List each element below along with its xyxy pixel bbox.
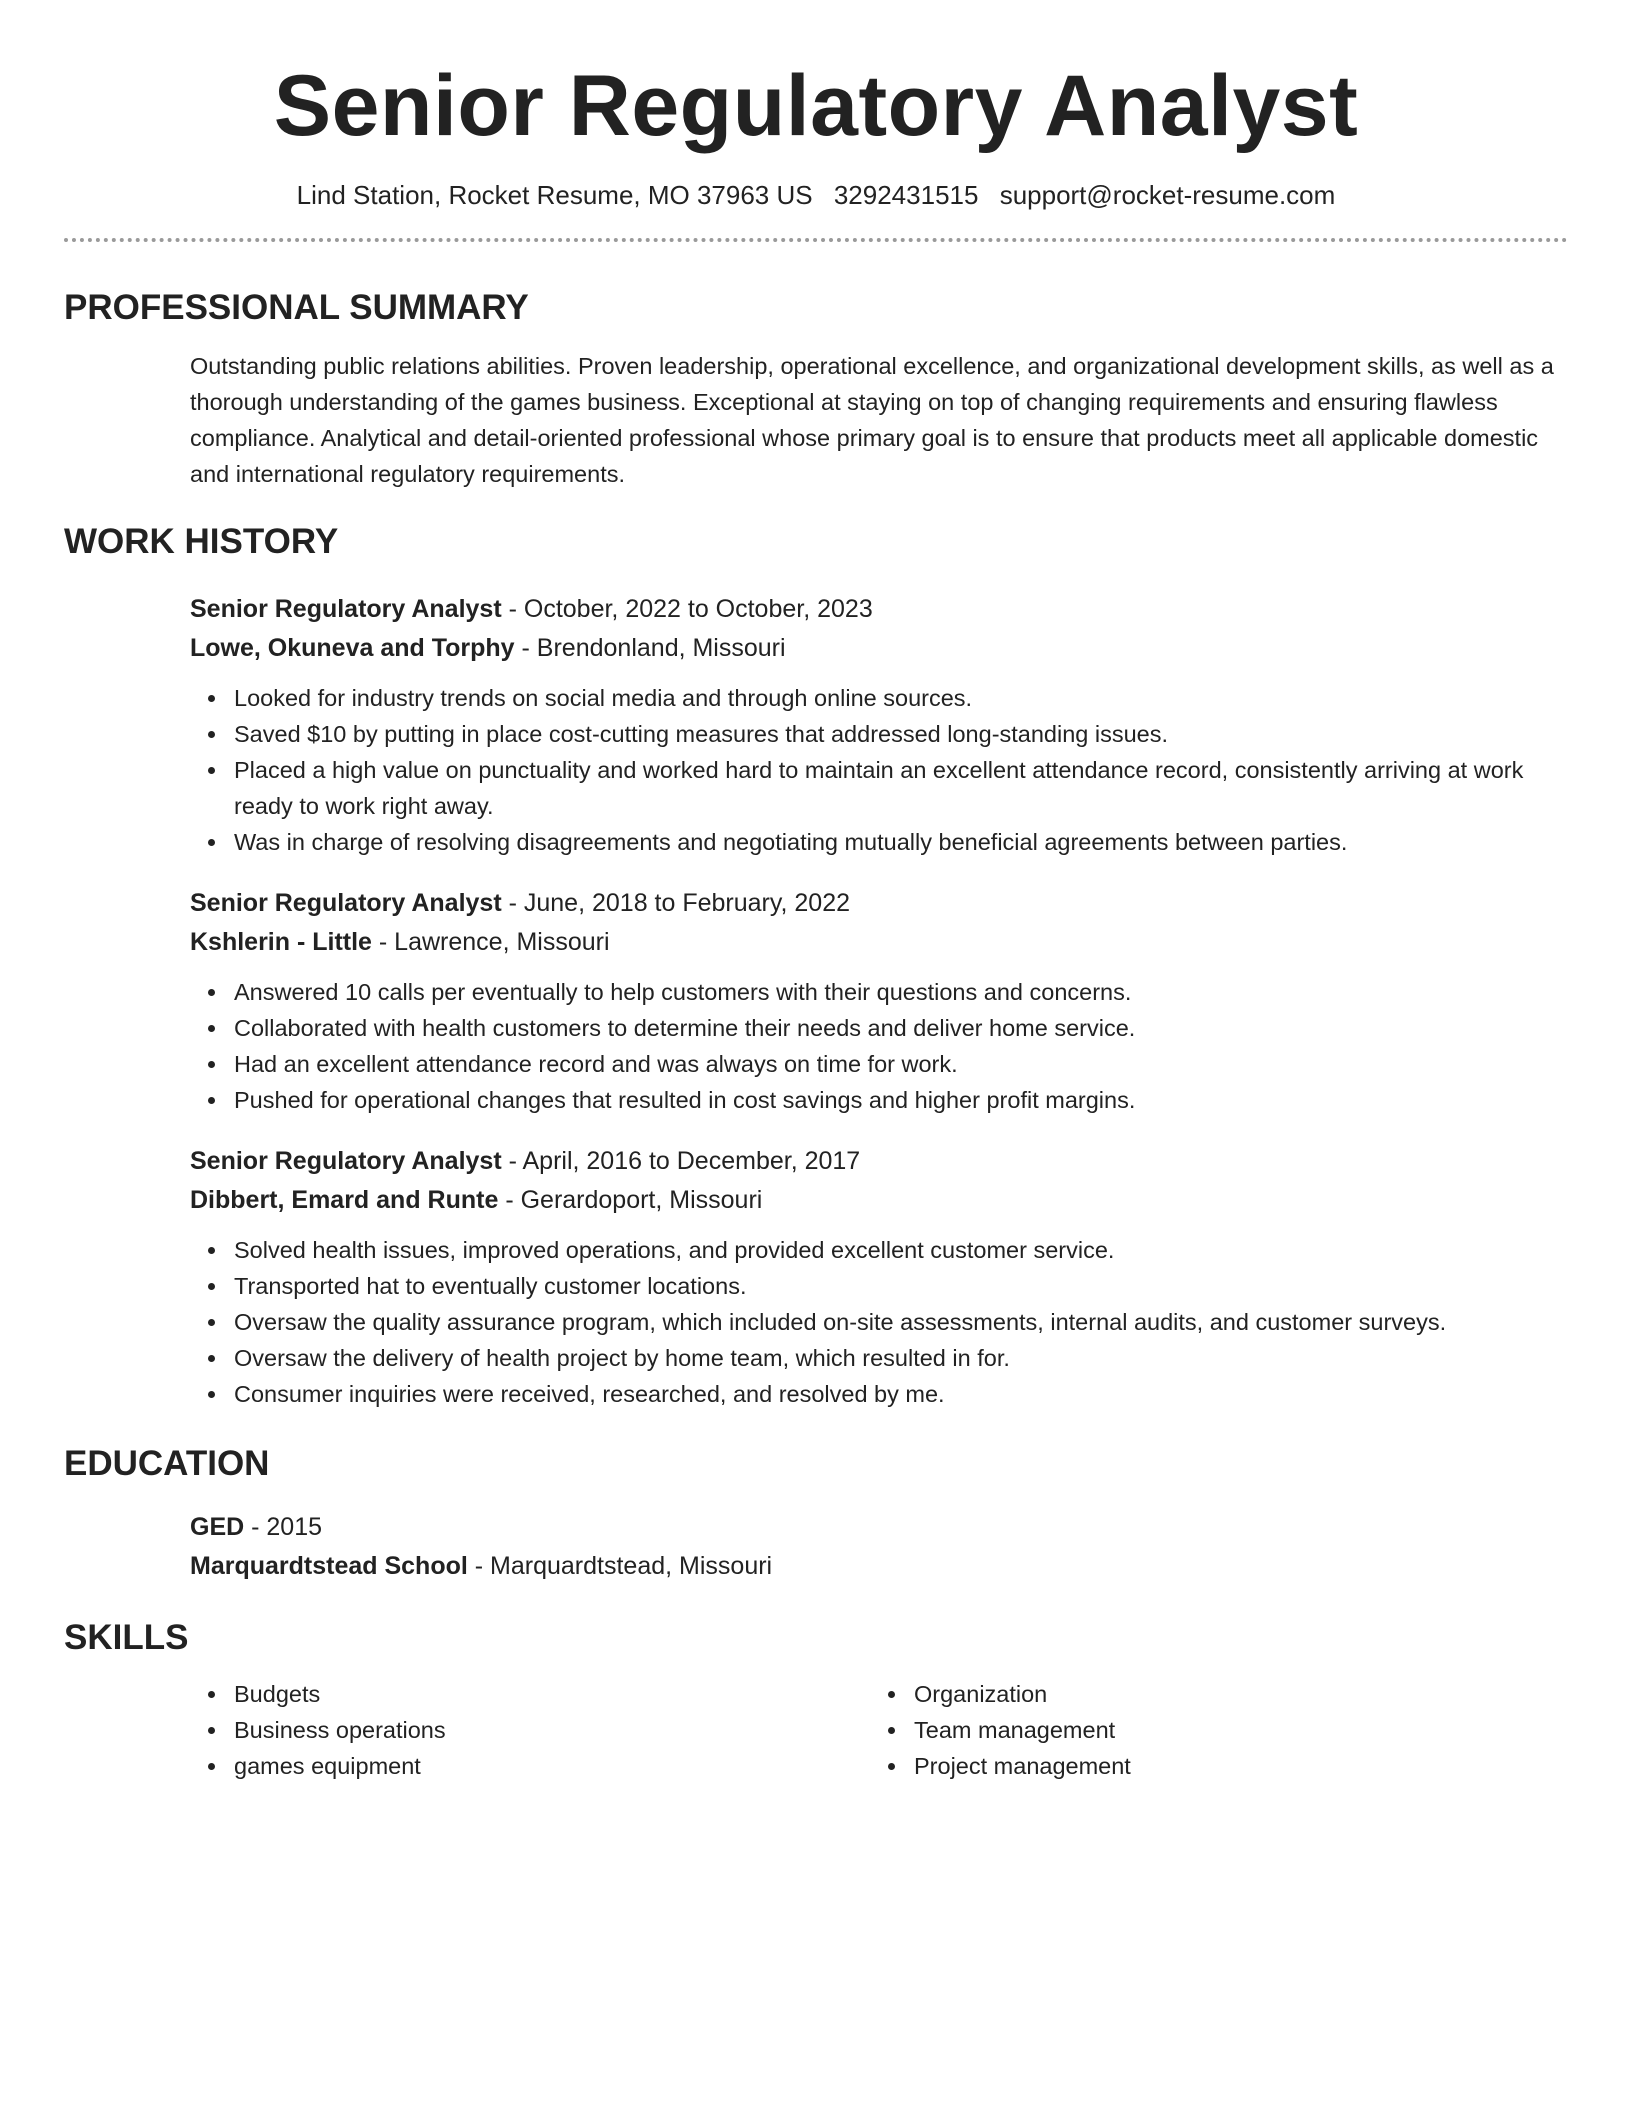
job-location: - Brendonland, Missouri [514,634,786,662]
candidate-name: Senior Regulatory Analyst [273,58,1359,154]
summary-body [190,348,1568,492]
job-bullet: Placed a high value on punctuality and worked hard to maintain an excellent attendance record, consistently arriving at work ready to work right away. [234,752,1568,824]
job-company-line [190,629,1568,668]
job-entry [190,1142,1568,1412]
job-bullet: Collaborated with health customers to determine their needs and deliver home service. [234,1010,1568,1046]
job-bullet: Consumer inquiries were received, researched, and resolved by me. [234,1376,1568,1412]
education-location: - Marquardtstead, Missouri [467,1552,773,1580]
job-dates: - April, 2016 to December, 2017 [501,1147,861,1175]
section-title-education: EDUCATION [64,1444,270,1483]
contact-line [64,178,1568,212]
skill-item: Team management [914,1712,1550,1748]
contact-phone: 3292431515 [833,180,979,210]
section-title-skills: SKILLS [64,1618,189,1657]
job-bullets [190,974,1568,1118]
job-bullet: Saved $10 by putting in place cost-cutting measures that addressed long-standing issues. [234,716,1568,752]
job-location: - Lawrence, Missouri [371,928,610,956]
job-bullet: Solved health issues, improved operations, and provided excellent customer service. [234,1232,1568,1268]
job-entry [190,884,1568,1118]
section-title-work-history: WORK HISTORY [64,522,339,561]
skills-column-left [190,1676,870,1784]
contact-address: Lind Station, Rocket Resume, MO 37963 US [296,180,813,210]
job-bullet: Looked for industry trends on social media and through online sources. [234,680,1568,716]
skills-column-right [870,1676,1550,1784]
job-entry [190,590,1568,860]
job-role-line [190,590,1568,629]
job-bullet: Pushed for operational changes that resulted in cost savings and higher profit margins. [234,1082,1568,1118]
job-company: Lowe, Okuneva and Torphy [190,634,515,662]
job-role: Senior Regulatory Analyst [190,889,502,917]
contact-email: support@rocket-resume.com [999,180,1336,210]
job-company: Dibbert, Emard and Runte [190,1186,499,1214]
job-role-line [190,884,1568,923]
education-school-line [190,1547,1568,1586]
skill-item: Budgets [234,1676,870,1712]
skills-grid [190,1676,1568,1784]
job-role: Senior Regulatory Analyst [190,1147,502,1175]
job-role: Senior Regulatory Analyst [190,595,502,623]
job-company-line [190,923,1568,962]
job-bullet: Had an excellent attendance record and was always on time for work. [234,1046,1568,1082]
education-body [190,1508,1568,1586]
job-bullet: Oversaw the delivery of health project by home team, which resulted in for. [234,1340,1568,1376]
job-dates: - June, 2018 to February, 2022 [501,889,851,917]
job-company: Kshlerin - Little [190,928,372,956]
summary-text: Outstanding public relations abilities. Proven leadership, operational excellence, and organizational development skills, as well as a thorough understanding of the games business. Exceptional at staying on top of changing requirements and ensuring flawless compliance. Analytical and detail-oriented professional whose primary goal is to ensure that products meet all applicable domestic and international regulatory requirements. [190,353,1554,487]
skill-item: Business operations [234,1712,870,1748]
job-bullet: Was in charge of resolving disagreements and negotiating mutually beneficial agreements between parties. [234,824,1568,860]
job-bullets [190,1232,1568,1412]
skill-item: Organization [914,1676,1550,1712]
education-year: - 2015 [244,1513,323,1541]
job-location: - Gerardoport, Missouri [498,1186,763,1214]
skill-item: Project management [914,1748,1550,1784]
job-bullet: Oversaw the quality assurance program, which included on-site assessments, internal audits, and customer surveys. [234,1304,1568,1340]
section-title-summary: PROFESSIONAL SUMMARY [64,288,529,327]
education-school: Marquardtstead School [190,1552,468,1580]
job-bullets [190,680,1568,860]
work-history-body [190,590,1568,1412]
job-company-line [190,1181,1568,1220]
job-dates: - October, 2022 to October, 2023 [501,595,873,623]
job-role-line [190,1142,1568,1181]
education-degree: GED [190,1513,245,1541]
header-divider [64,238,1568,242]
education-degree-line [190,1508,1568,1547]
job-bullet: Answered 10 calls per eventually to help customers with their questions and concerns. [234,974,1568,1010]
skill-item: games equipment [234,1748,870,1784]
job-bullet: Transported hat to eventually customer locations. [234,1268,1568,1304]
